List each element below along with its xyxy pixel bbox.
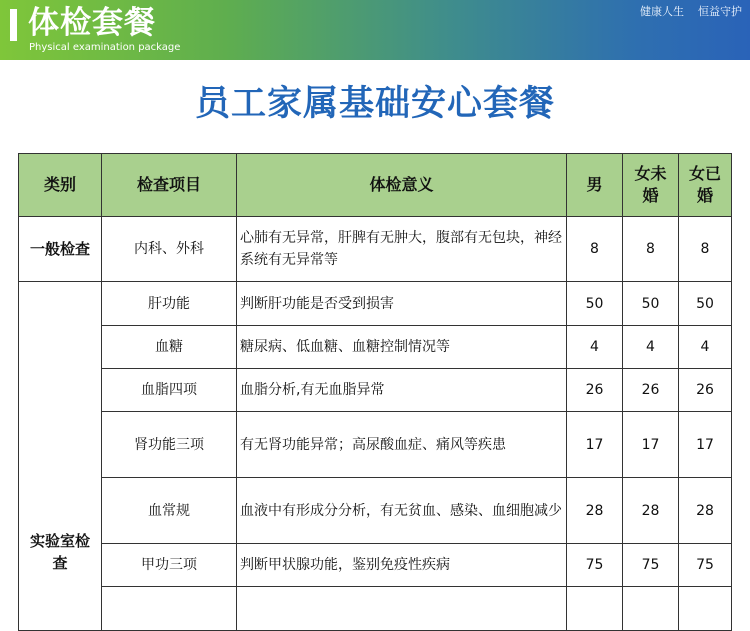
female-married-price-cell xyxy=(679,587,732,631)
column-header-category: 类别 xyxy=(19,154,102,217)
table-row xyxy=(19,412,732,478)
female-unmarried-price-cell: 50 xyxy=(623,282,679,326)
column-header-item: 检查项目 xyxy=(102,154,237,217)
table-row xyxy=(19,326,732,369)
column-header-meaning: 体检意义 xyxy=(237,154,567,217)
meaning-cell: 判断肝功能是否受到损害 xyxy=(237,282,567,326)
category-cell: 一般检查 xyxy=(19,217,102,282)
female-married-price-cell: 17 xyxy=(679,412,732,478)
item-cell: 血糖 xyxy=(102,326,237,369)
item-cell: 血常规 xyxy=(102,478,237,544)
female-married-price-cell: 4 xyxy=(679,326,732,369)
male-price-cell xyxy=(567,587,623,631)
slogan-part-1: 健康人生 xyxy=(640,5,684,18)
male-price-cell: 8 xyxy=(567,217,623,282)
item-cell: 甲功三项 xyxy=(102,544,237,587)
female-unmarried-price-cell: 26 xyxy=(623,369,679,412)
meaning-cell: 血脂分析,有无血脂异常 xyxy=(237,369,567,412)
header-slogan xyxy=(640,5,742,19)
meaning-cell: 心肺有无异常，肝脾有无肿大，腹部有无包块，神经系统有无异常等 xyxy=(237,217,567,282)
meaning-cell xyxy=(237,587,567,631)
table-row xyxy=(19,544,732,587)
column-header-female-married: 女已婚 xyxy=(679,154,732,217)
female-unmarried-price-cell: 75 xyxy=(623,544,679,587)
male-price-cell: 50 xyxy=(567,282,623,326)
female-married-price-cell: 26 xyxy=(679,369,732,412)
column-header-female-unmarried: 女未婚 xyxy=(623,154,679,217)
header-banner xyxy=(0,0,750,60)
slogan-part-2: 恒益守护 xyxy=(698,5,742,18)
exam-table xyxy=(18,153,732,631)
table-header-row xyxy=(19,154,732,217)
header-title: 体检套餐 xyxy=(28,5,156,41)
female-unmarried-price-cell: 17 xyxy=(623,412,679,478)
header-subtitle: Physical examination package xyxy=(29,42,181,53)
table-row xyxy=(19,282,732,326)
male-price-cell: 26 xyxy=(567,369,623,412)
item-cell: 肝功能 xyxy=(102,282,237,326)
item-cell xyxy=(102,587,237,631)
table-row xyxy=(19,369,732,412)
female-unmarried-price-cell: 28 xyxy=(623,478,679,544)
table-row-cutoff xyxy=(19,587,732,631)
title-bar-decoration xyxy=(10,9,17,41)
female-unmarried-price-cell: 8 xyxy=(623,217,679,282)
meaning-cell: 有无肾功能异常；高尿酸血症、痛风等疾患 xyxy=(237,412,567,478)
female-married-price-cell: 75 xyxy=(679,544,732,587)
table-row xyxy=(19,478,732,544)
item-cell: 肾功能三项 xyxy=(102,412,237,478)
male-price-cell: 17 xyxy=(567,412,623,478)
female-unmarried-price-cell xyxy=(623,587,679,631)
male-price-cell: 28 xyxy=(567,478,623,544)
column-header-male: 男 xyxy=(567,154,623,217)
female-married-price-cell: 50 xyxy=(679,282,732,326)
meaning-cell: 血液中有形成分分析，有无贫血、感染、血细胞减少 xyxy=(237,478,567,544)
female-unmarried-price-cell: 4 xyxy=(623,326,679,369)
male-price-cell: 75 xyxy=(567,544,623,587)
category-cell: 实验室检查 xyxy=(19,282,102,631)
male-price-cell: 4 xyxy=(567,326,623,369)
meaning-cell: 糖尿病、低血糖、血糖控制情况等 xyxy=(237,326,567,369)
item-cell: 内科、外科 xyxy=(102,217,237,282)
package-title: 员工家属基础安心套餐 xyxy=(194,84,555,124)
table-row xyxy=(19,217,732,282)
female-married-price-cell: 28 xyxy=(679,478,732,544)
meaning-cell: 判断甲状腺功能，鉴别免疫性疾病 xyxy=(237,544,567,587)
item-cell: 血脂四项 xyxy=(102,369,237,412)
female-married-price-cell: 8 xyxy=(679,217,732,282)
